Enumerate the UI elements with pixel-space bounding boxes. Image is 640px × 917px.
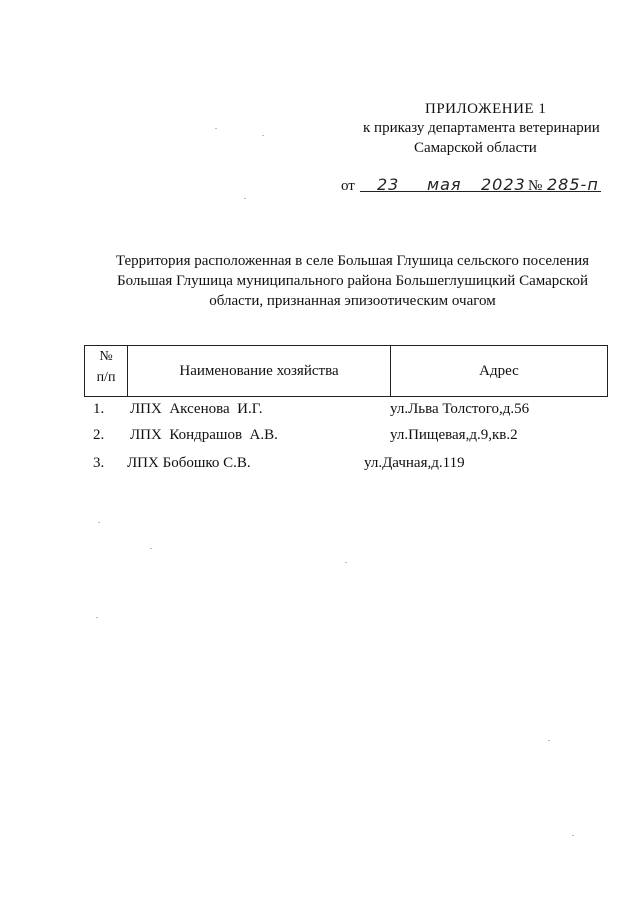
appendix-subtitle-line1: к приказу департамента ветеринарии bbox=[363, 120, 600, 136]
scan-speck bbox=[215, 128, 217, 129]
scan-speck bbox=[244, 198, 246, 199]
appendix-subtitle-line2: Самарской области bbox=[414, 140, 537, 156]
row-name: ЛПХ Аксенова И.Г. bbox=[130, 401, 263, 417]
header-address-cell: Адрес bbox=[479, 363, 519, 379]
table-header bbox=[84, 345, 608, 397]
row-name: ЛПХ Бобошко С.В. bbox=[127, 455, 251, 471]
row-number: 2. bbox=[93, 427, 105, 443]
table-row bbox=[0, 401, 640, 421]
table-row bbox=[0, 427, 640, 447]
row-name: ЛПХ Кондрашов А.В. bbox=[130, 427, 278, 443]
order-number-value: 285-п bbox=[547, 175, 599, 194]
row-number: 1. bbox=[93, 401, 105, 417]
document-heading bbox=[96, 251, 609, 311]
scan-speck bbox=[96, 617, 98, 618]
header-number-abbr: п/п bbox=[96, 370, 116, 385]
heading-line: Большая Глушица муниципального района Большеглушицкий Самарской bbox=[116, 273, 588, 289]
scan-speck bbox=[572, 835, 574, 836]
header-number-cell bbox=[85, 346, 128, 396]
row-number: 3. bbox=[93, 455, 105, 471]
order-date-day: 23 bbox=[377, 175, 400, 194]
heading-line: Территория расположенная в селе Большая Глушица сельского поселения bbox=[115, 253, 590, 269]
order-number-label: № bbox=[528, 178, 543, 194]
row-address: ул.Дачная,д.119 bbox=[364, 455, 465, 471]
scan-speck bbox=[345, 562, 347, 563]
order-reference bbox=[341, 176, 601, 198]
scan-speck bbox=[548, 740, 550, 741]
scan-speck bbox=[150, 548, 152, 549]
scan-speck bbox=[98, 522, 100, 523]
order-date-year: 2023 bbox=[481, 175, 526, 194]
table-row bbox=[0, 455, 640, 475]
heading-line: области, признанная эпизоотическим очагом bbox=[209, 293, 496, 309]
header-number-sign: № bbox=[99, 349, 113, 364]
row-address: ул.Пищевая,д.9,кв.2 bbox=[390, 427, 518, 443]
order-date-month: мая bbox=[427, 175, 462, 194]
scan-speck bbox=[262, 135, 264, 136]
appendix-title: ПРИЛОЖЕНИЕ 1 bbox=[425, 101, 547, 117]
order-from-label: от bbox=[341, 178, 355, 194]
header-name-cell: Наименование хозяйства bbox=[128, 346, 391, 396]
row-address: ул.Льва Толстого,д.56 bbox=[390, 401, 530, 417]
